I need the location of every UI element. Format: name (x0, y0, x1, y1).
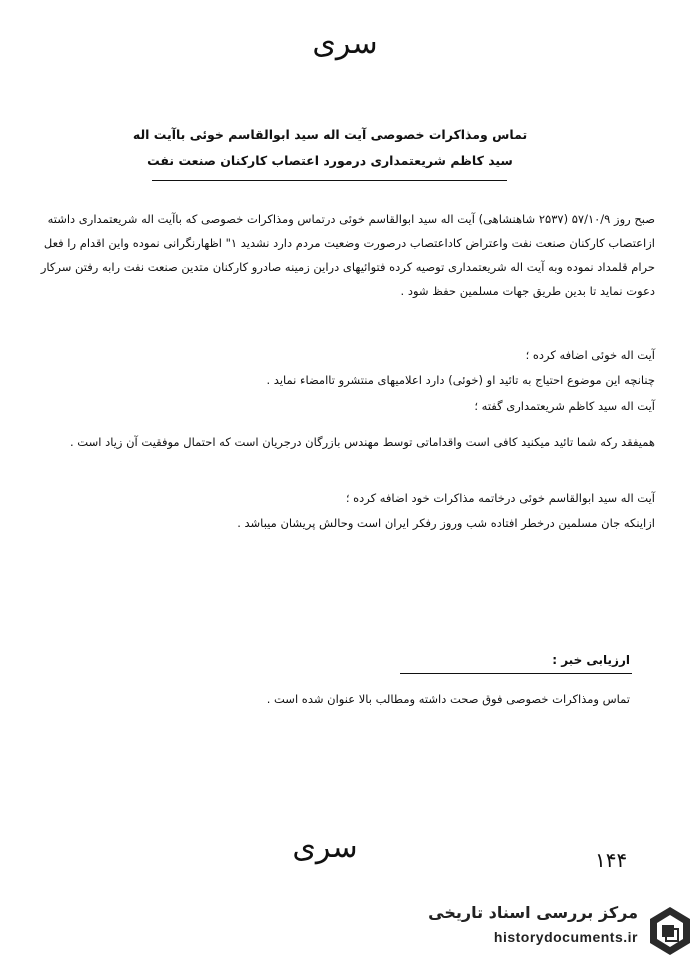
title-line-2: سید کاظم شریعتمداری درمورد اعتصاب کارکنان صنعت نفت (147, 153, 513, 168)
classification-stamp-bottom: سری (292, 830, 358, 865)
report-paragraph-7: ازاینکه جان مسلمین درخطر افتاده شب وروز رفکر ایران است وحالش پریشان میباشد . (237, 516, 655, 530)
report-paragraph-6: آیت اله سید ابوالقاسم خوئی درخاتمه مذاکرات خود اضافه کرده ؛ (345, 491, 655, 505)
page-number: ۱۴۴ (595, 848, 628, 872)
evaluation-text: تماس ومذاکرات خصوصی فوق صحت داشته ومطالب بالا عنوان شده است . (266, 692, 630, 706)
report-paragraph-4: آیت اله سید کاظم شریعتمداری گفته ؛ (474, 399, 655, 413)
document-title (130, 122, 530, 174)
watermark-url: historydocuments.ir (493, 929, 638, 945)
report-paragraph-1: صبح روز ۵۷/۱۰/۹ (۲۵۳۷ شاهنشاهی) آیت اله سید ابوالقاسم خوئی درتماس ومذاکرات خصوصی که باآیت اله شریعتمداری داشته ازاعتصاب کارکنان صنعت نفت واعتراض کاداعتصاب درصورت وضعیت مردم دارد نشدید ۱" اظهارنگرانی نموده واین اقدام را فعل حرام قلمداد نموده وبه آیت اله شریعتمداری توصیه کرده فتوائیهای دراین زمینه صادرو کارکنان متدین صنعت نفت رابه رفتن سرکار دعوت نماید تا بدین طریق جهات مسلمین حفظ شود . (40, 212, 655, 298)
report-paragraph-5: همیفقد رکه شما تائید میکنید کافی است واقداماتی توسط مهندس بازرگان درجریان است که احتمال موفقیت آن زیاد است . (69, 435, 655, 449)
report-paragraph-3: چنانچه این موضوع احتیاج به تائید او (خوئی) دارد اعلامیهای منتشرو تاامضاء نماید . (266, 373, 655, 387)
title-line-1: تماس ومذاکرات خصوصی آیت اله سید ابوالقاسم خوئی باآیت اله (132, 127, 528, 142)
evaluation-heading: ارزیابی خبر : (552, 653, 630, 667)
report-paragraph-2: آیت اله خوئی اضافه کرده ؛ (525, 348, 655, 362)
evaluation-underline (400, 673, 632, 674)
watermark-title: مرکز بررسی اسناد تاریخی (428, 903, 638, 922)
archive-watermark (410, 897, 700, 963)
title-underline (152, 180, 507, 181)
classification-stamp-top: سری (312, 26, 378, 61)
archive-logo-icon (644, 903, 696, 959)
